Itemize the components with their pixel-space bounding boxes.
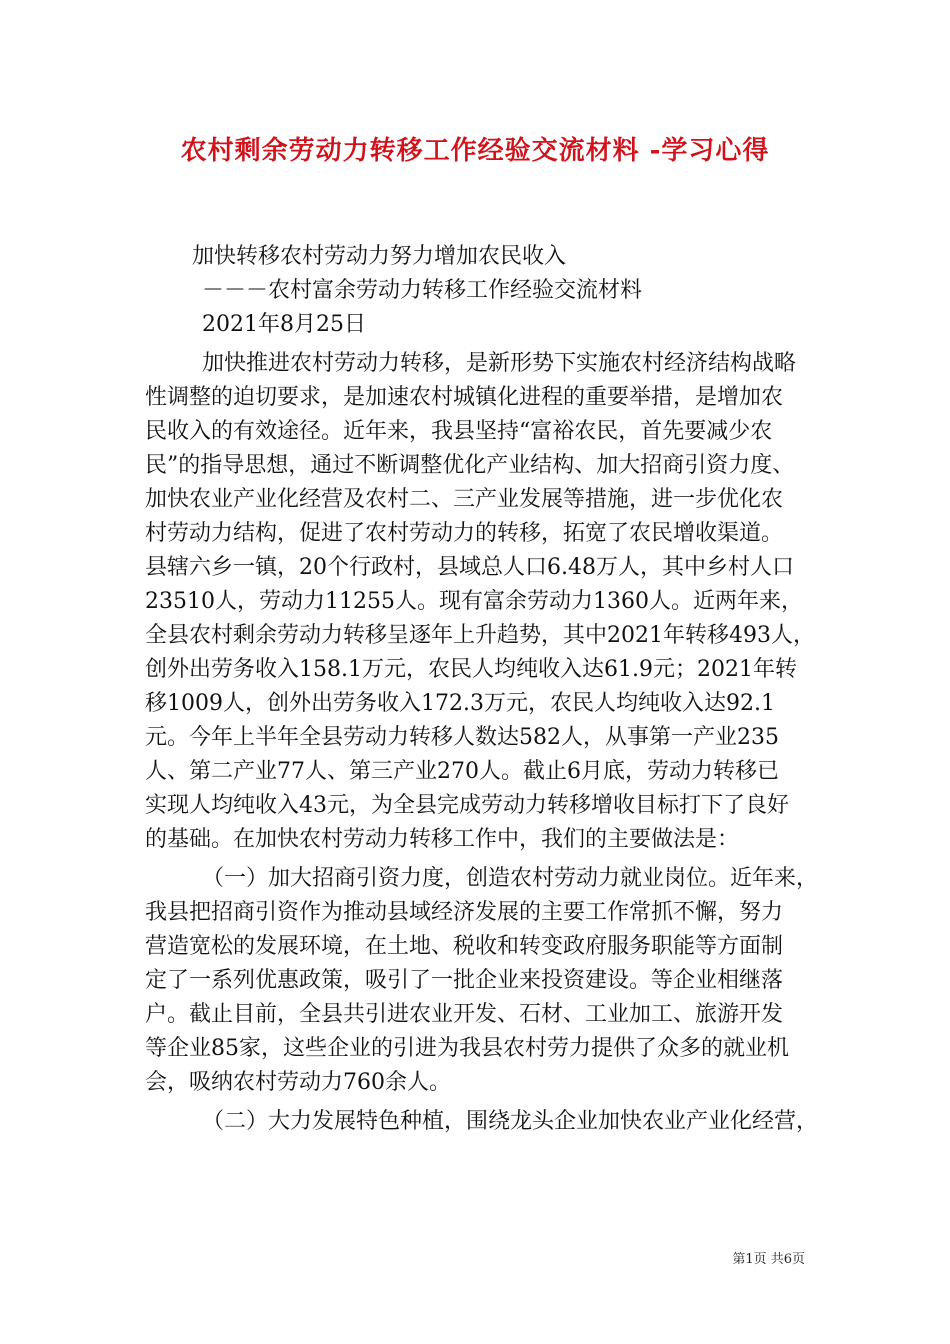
body-line: 民”的指导思想，通过不断调整优化产业结构、加大招商引资力度、 (145, 453, 795, 478)
body-line: （二）大力发展特色种植，围绕龙头企业加快农业产业化经营， (202, 1109, 819, 1134)
subtitle-secondary: －－－农村富余劳动力转移工作经验交流材料 (202, 278, 643, 303)
body-line: 元。今年上半年全县劳动力转移人数达582人，从事第一产业235 (145, 725, 779, 750)
body-line: 户。截止目前，全县共引进农业开发、石材、工业加工、旅游开发 (145, 1002, 784, 1027)
body-line: 县辖六乡一镇，20个行政村，县域总人口6.48万人，其中乡村人口 (145, 555, 794, 580)
body-line: 营造宽松的发展环境，在土地、税收和转变政府服务职能等方面制 (145, 934, 784, 959)
body-line: 移1009人，创外出劳务收入172.3万元，农民人均纯收入达92.1 (145, 691, 775, 716)
body-line: 民收入的有效途径。近年来，我县坚持“富裕农民，首先要减少农 (145, 419, 773, 444)
subtitle-main: 加快转移农村劳动力努力增加农民收入 (192, 244, 567, 269)
body-line: 会，吸纳农村劳动力760余人。 (145, 1070, 451, 1095)
document-title: 农村剩余劳动力转移工作经验交流材料 -学习心得 (180, 136, 770, 166)
body-line: 加快农业产业化经营及农村二、三产业发展等措施，进一步优化农 (145, 487, 784, 512)
body-line: 实现人均纯收入43元，为全县完成劳动力转移增收目标打下了良好 (145, 793, 789, 818)
page-footer: 第1页 共6页 (732, 1252, 805, 1267)
body-line: 我县把招商引资作为推动县域经济发展的主要工作常抓不懈，努力 (145, 900, 784, 925)
document-date: 2021年8月25日 (202, 312, 366, 337)
body-line: 等企业85家，这些企业的引进为我县农村劳力提供了众多的就业机 (145, 1036, 789, 1061)
body-line: 全县农村剩余劳动力转移呈逐年上升趋势，其中2021年转移493人， (145, 623, 815, 648)
body-line: 定了一系列优惠政策，吸引了一批企业来投资建设。等企业相继落 (145, 968, 784, 993)
body-line: 创外出劳务收入158.1万元，农民人均纯收入达61.9元；2021年转 (145, 657, 797, 682)
body-line: 的基础。在加快农村劳动力转移工作中，我们的主要做法是： (145, 827, 740, 852)
body-line: 加快推进农村劳动力转移，是新形势下实施农村经济结构战略 (202, 351, 797, 376)
body-line: 性调整的迫切要求，是加速农村城镇化进程的重要举措，是增加农 (145, 385, 784, 410)
body-line: 23510人，劳动力11255人。现有富余劳动力1360人。近两年来， (145, 589, 803, 614)
body-line: （一）加大招商引资力度，创造农村劳动力就业岗位。近年来， (202, 866, 819, 891)
body-line: 村劳动力结构，促进了农村劳动力的转移，拓宽了农民增收渠道。 (145, 521, 784, 546)
body-line: 人、第二产业77人、第三产业270人。截止6月底，劳动力转移已 (145, 759, 779, 784)
